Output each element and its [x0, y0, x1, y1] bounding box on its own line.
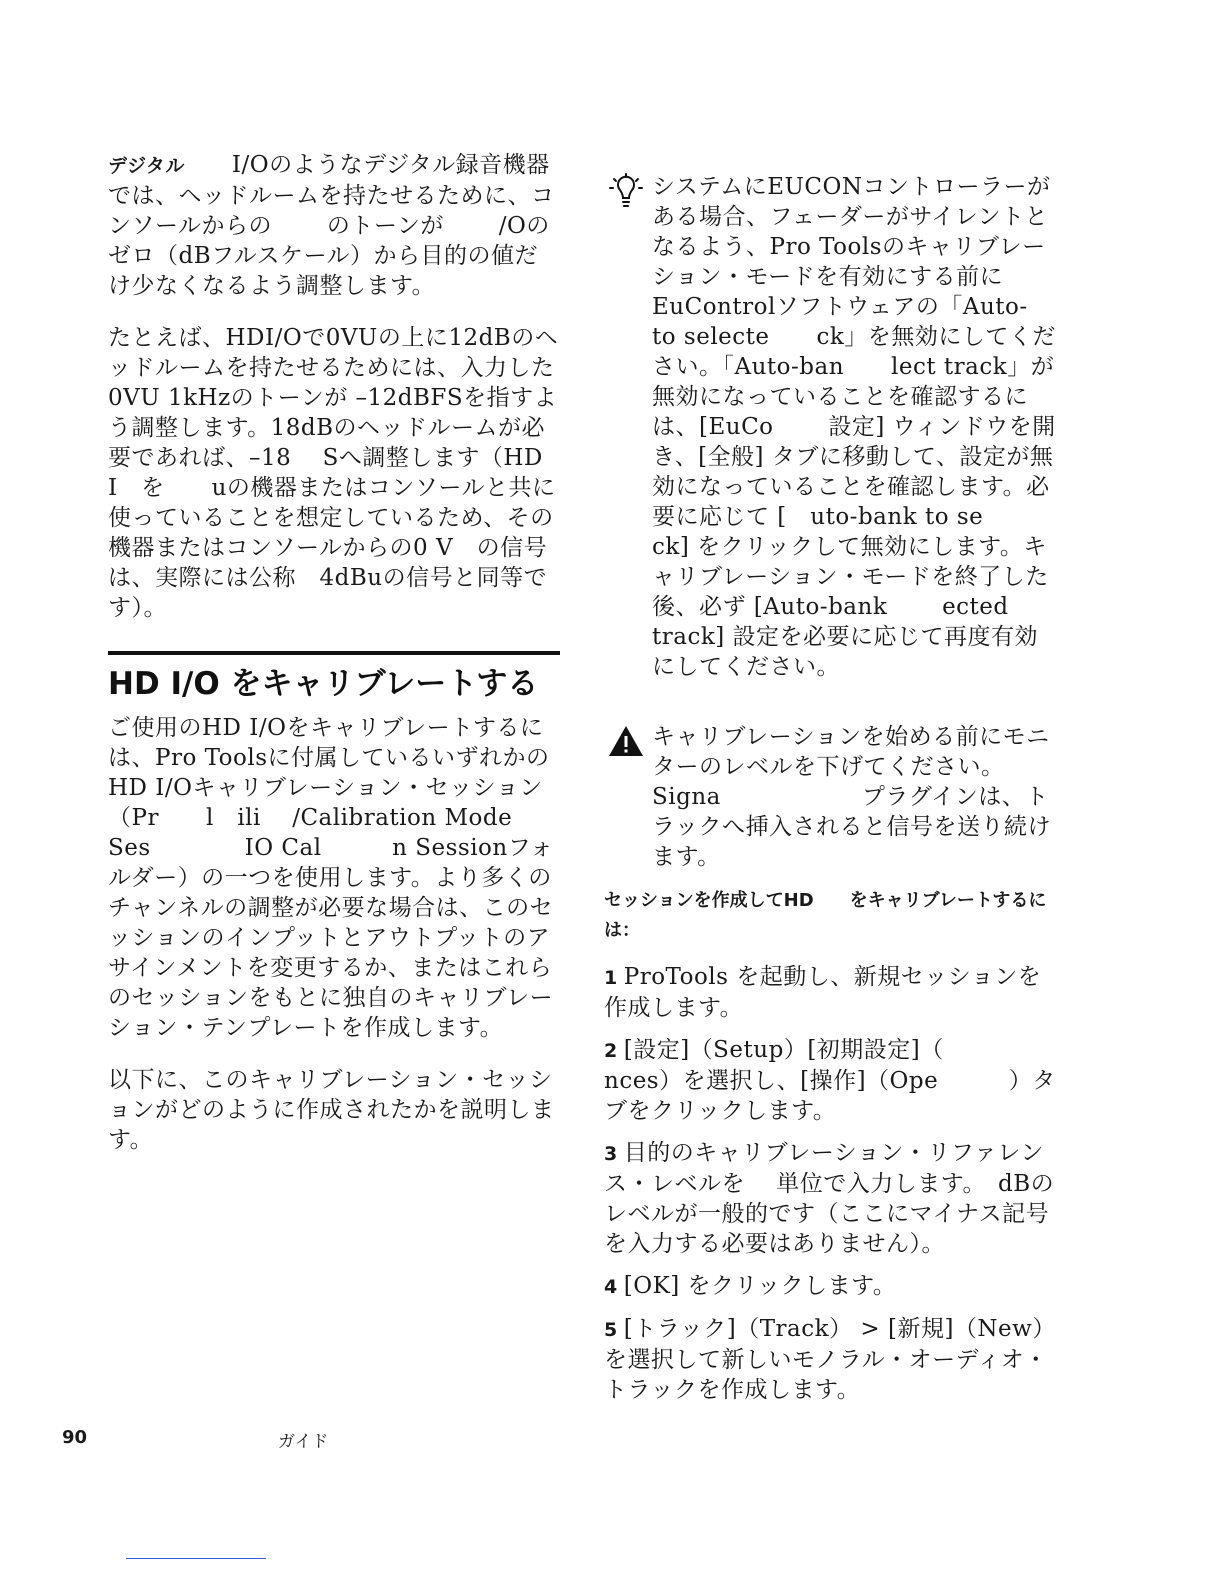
step-number: 3 [604, 1143, 618, 1165]
page-number: 90 [62, 1427, 88, 1448]
step-text: 目的のキャリブレーション・リファレンス・レベルを 単位で入力します。 dBのレベルが一般的です（ここにマイナス記号を入力する必要はありません）。 [604, 1140, 1055, 1257]
tip-text: システムにEUCONコントローラーがある場合、フェーダーがサイレントとなるよう、Pro Toolsのキャリブレーション・モードを有効にする前にEuControlソフトウェアの「Auto- to selecte ck」を無効にしてください。「Auto-ban lect track」が無効になっていることを確認するには、[EuCo 設定] ウィンドウを開き、[全般] タブに移動して、設定が無効になっていることを確認します。必要に応じて [ uto-bank to se ck] をクリックして無効にします。キャリブレーション・モードを終了した後、必ず [Auto-bank ected track] 設定を必要に応じて再度有効にしてください。 [652, 174, 1075, 680]
footer-guide-label: ガイド [278, 1432, 329, 1452]
left-column [108, 150, 560, 1177]
tip-note [604, 172, 1075, 682]
warning-text: キャリブレーションを始める前にモニターのレベルを下げてください。Signa プラグインは、トラックへ挿入されると信号を送り続けます。 [652, 724, 1052, 870]
step-5 [604, 1314, 1056, 1405]
warning-icon [606, 722, 646, 762]
right-column [604, 150, 1075, 1417]
example-paragraph: たとえば、HDI/Oで0VUの上に12dBのヘッドルームを持たせるためには、入力した0VU 1kHzのトーンが –12dBFSを指すよう調整します。18dBのヘッドルームが必要であれば、–18 Sへ調整します（HD I を uの機器またはコンソールと共に使っていることを想定しているため、その機器またはコンソールからの0 V の信号は、実際には公称 4dBuの信号と同等です）。 [108, 325, 559, 621]
step-number: 4 [604, 1276, 618, 1298]
lightbulb-icon [606, 172, 646, 212]
step-4 [604, 1271, 1056, 1302]
procedure-heading: セッションを作成してHD をキャリブレートするには： [604, 890, 1047, 941]
step-text: ProTools を起動し、新規セッションを作成します。 [604, 964, 1042, 1021]
step-number: 1 [604, 967, 618, 989]
section-rule [108, 651, 560, 655]
step-text: [トラック]（Track） > [新規]（New）を選択して新しいモノラル・オーディオ・トラックを作成します。 [604, 1316, 1056, 1403]
intro-paragraph [108, 150, 560, 301]
step-number: 2 [604, 1040, 618, 1062]
step-1 [604, 962, 1056, 1023]
explanation-paragraph: 以下に、このキャリブレーション・セッションがどのように作成されたかを説明します。 [108, 1067, 555, 1153]
intro-text: I/Oのようなデジタル録音機器では、ヘッドルームを持たせるために、コンソールからの のトーンが /Oのゼロ（dBフルスケール）から目的の値だけ少なくなるよう調整します。 [108, 152, 555, 299]
step-text: [OK] をクリックします。 [623, 1273, 897, 1299]
calibration-paragraph: ご使用のHD I/Oをキャリブレートするには、Pro Toolsに付属しているいずれかのHD I/Oキャリブレーション・セッション（Pr l ili /Calibration Mode Ses IO Cal n Sessionフォルダー）の一つを使用します。より多くのチャンネルの調整が必要な場合は、このセッションのインプットとアウトプットのアサインメントを変更するか、またはこれらのセッションをもとに独自のキャリブレーション・テンプレートを作成します。 [108, 715, 554, 1041]
step-number: 5 [604, 1319, 618, 1341]
step-2 [604, 1035, 1056, 1126]
warning-note [604, 722, 1056, 872]
section-heading: HD I/O をキャリブレートする [108, 666, 539, 702]
step-3 [604, 1138, 1056, 1259]
run-in-heading: デジタル [108, 155, 185, 177]
bottom-link-line [126, 1558, 266, 1559]
step-text: [設定]（Setup）[初期設定]（ nces）を選択し、[操作]（Ope ）タブをクリックします。 [604, 1037, 1056, 1124]
